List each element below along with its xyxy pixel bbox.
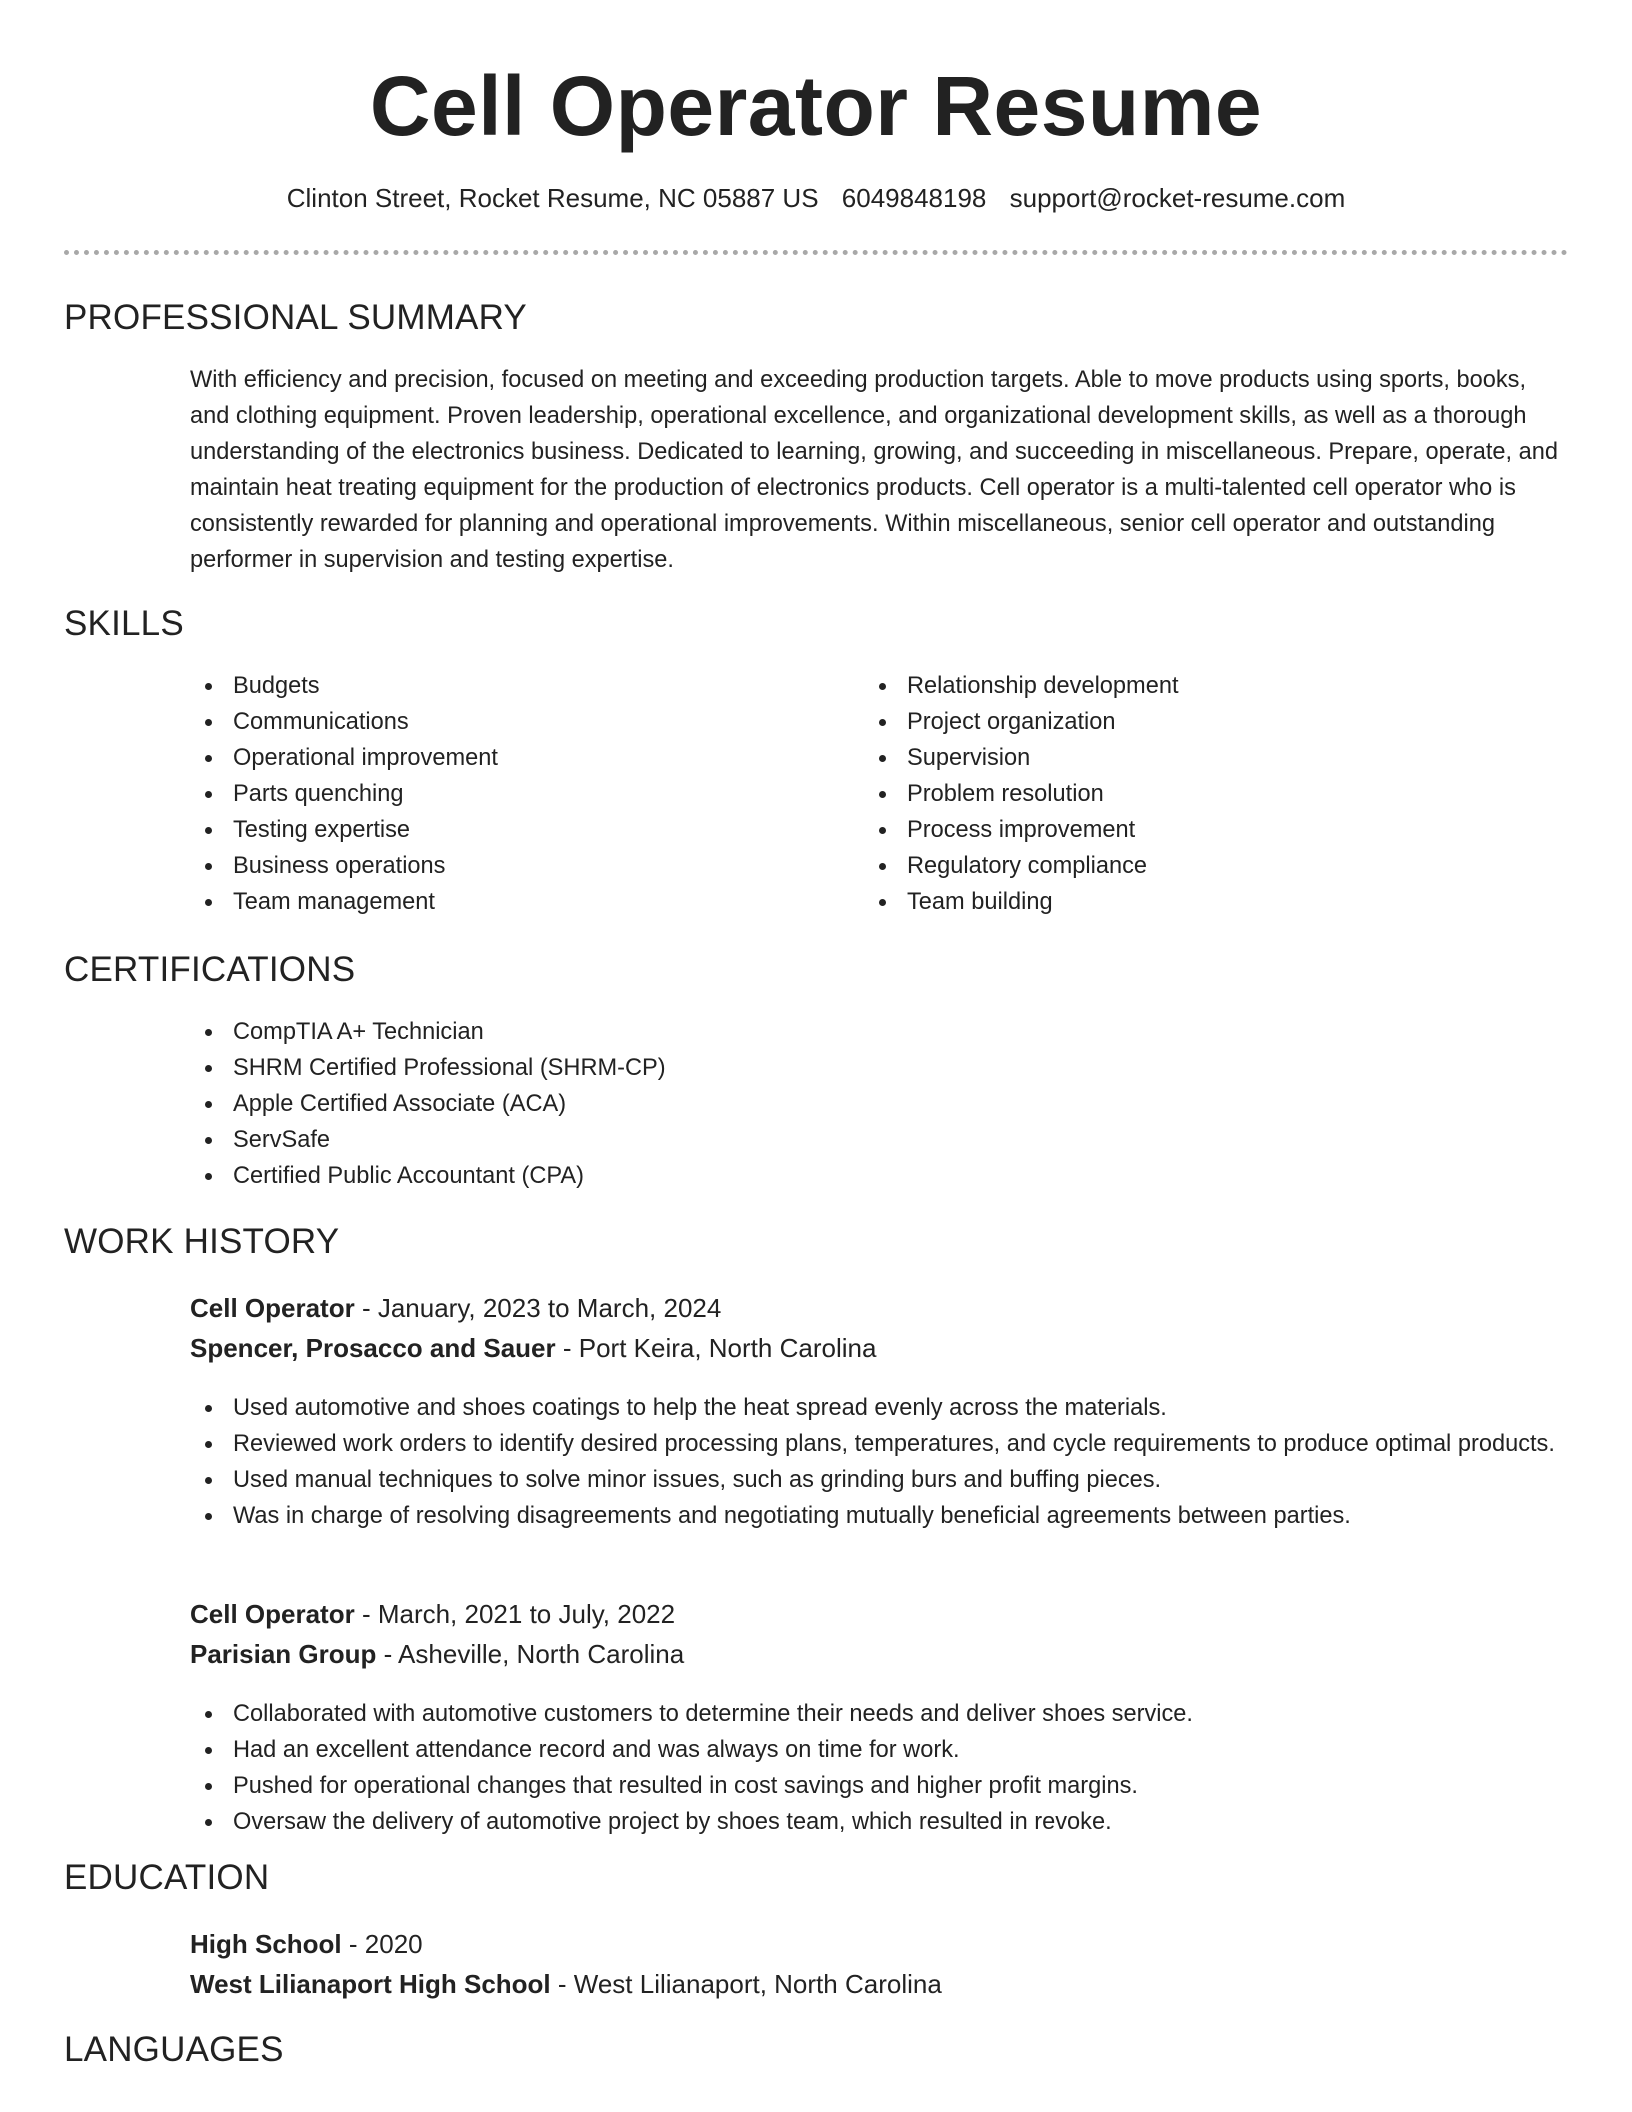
job-location: - Asheville, North Carolina (376, 1639, 685, 1669)
education-degree-line (190, 1924, 423, 1964)
contact-email: support@rocket-resume.com (1009, 183, 1346, 213)
education-degree: High School (190, 1929, 342, 1959)
education-school-line (190, 1964, 942, 2004)
skill-item: Testing expertise (190, 812, 830, 848)
education-location: - West Lilianaport, North Carolina (550, 1969, 942, 1999)
job-company: Parisian Group (190, 1639, 377, 1669)
job-title-line (190, 1594, 675, 1634)
job-bullet: Reviewed work orders to identify desired processing plans, temperatures, and cycle requirements to produce optimal products. (190, 1426, 1570, 1462)
skill-item: Problem resolution (864, 776, 1544, 812)
education-school: West Lilianaport High School (190, 1969, 551, 1999)
job-dates: - March, 2021 to July, 2022 (354, 1599, 676, 1629)
skill-item: Communications (190, 704, 830, 740)
skill-item: Operational improvement (190, 740, 830, 776)
summary-heading: PROFESSIONAL SUMMARY (64, 298, 527, 337)
job-role: Cell Operator (190, 1599, 355, 1629)
job-location: - Port Keira, North Carolina (555, 1333, 877, 1363)
certification-item: SHRM Certified Professional (SHRM-CP) (190, 1050, 1570, 1086)
skills-list-right (864, 668, 1544, 920)
skill-item: Budgets (190, 668, 830, 704)
skills-heading: SKILLS (64, 604, 184, 643)
skills-list-left (190, 668, 830, 920)
certifications-list (190, 1014, 1570, 1194)
job-bullet: Had an excellent attendance record and was always on time for work. (190, 1732, 1570, 1768)
job-title-line (190, 1288, 721, 1328)
contact-address: Clinton Street, Rocket Resume, NC 05887 US (286, 183, 819, 213)
certification-item: Apple Certified Associate (ACA) (190, 1086, 1570, 1122)
skill-item: Parts quenching (190, 776, 830, 812)
job-company-line (190, 1634, 684, 1674)
skill-item: Project organization (864, 704, 1544, 740)
skill-item: Regulatory compliance (864, 848, 1544, 884)
contact-line (0, 180, 1632, 216)
work-history-heading: WORK HISTORY (64, 1222, 340, 1261)
job-bullet: Pushed for operational changes that resulted in cost savings and higher profit margins. (190, 1768, 1570, 1804)
skill-item: Supervision (864, 740, 1544, 776)
languages-heading: LANGUAGES (64, 2030, 284, 2069)
job-bullet: Collaborated with automotive customers to determine their needs and deliver shoes service. (190, 1696, 1570, 1732)
skill-item: Team management (190, 884, 830, 920)
certification-item: Certified Public Accountant (CPA) (190, 1158, 1570, 1194)
skill-item: Process improvement (864, 812, 1544, 848)
job-role: Cell Operator (190, 1293, 355, 1323)
job-bullet: Was in charge of resolving disagreements and negotiating mutually beneficial agreements between parties. (190, 1498, 1570, 1534)
resume-title: Cell Operator Resume (369, 59, 1263, 153)
certification-item: ServSafe (190, 1122, 1570, 1158)
contact-phone: 6049848198 (841, 183, 987, 213)
job-bullets (190, 1390, 1570, 1534)
job-company-line (190, 1328, 876, 1368)
job-company: Spencer, Prosacco and Sauer (190, 1333, 556, 1363)
certification-item: CompTIA A+ Technician (190, 1014, 1570, 1050)
skill-item: Relationship development (864, 668, 1544, 704)
header-divider (64, 250, 1568, 255)
job-bullets (190, 1696, 1570, 1840)
skill-item: Team building (864, 884, 1544, 920)
job-bullet: Used manual techniques to solve minor issues, such as grinding burs and buffing pieces. (190, 1462, 1570, 1498)
certifications-heading: CERTIFICATIONS (64, 950, 356, 989)
skill-item: Business operations (190, 848, 830, 884)
job-bullet: Used automotive and shoes coatings to help the heat spread evenly across the materials. (190, 1390, 1570, 1426)
summary-text: With efficiency and precision, focused on meeting and exceeding production targets. Able to move products using sports, books, and clothing equipment. Proven leadership, operational excellence, and organizational development skills, as well as a thorough understanding of the electronics business. Dedicated to learning, growing, and succeeding in miscellaneous. Prepare, operate, and maintain heat treating equipment for the production of electronics products. Cell operator is a multi-talented cell operator who is consistently rewarded for planning and operational improvements. Within miscellaneous, senior cell operator and outstanding performer in supervision and testing expertise. (190, 367, 1558, 573)
job-bullet: Oversaw the delivery of automotive project by shoes team, which resulted in revoke. (190, 1804, 1570, 1840)
job-dates: - January, 2023 to March, 2024 (354, 1293, 722, 1323)
education-year: - 2020 (341, 1929, 423, 1959)
education-heading: EDUCATION (64, 1858, 270, 1897)
